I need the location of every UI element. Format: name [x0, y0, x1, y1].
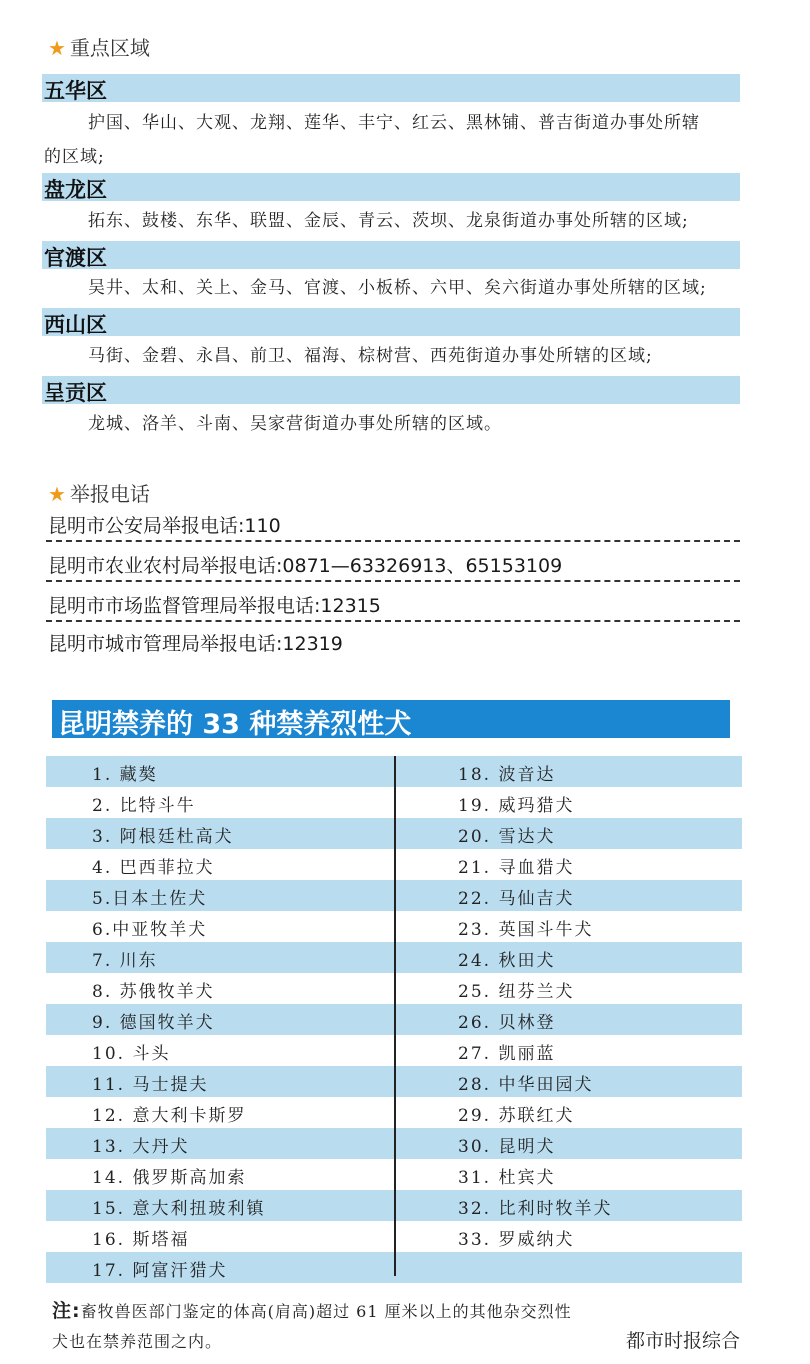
key-areas-title: ★ 重点区域	[48, 36, 150, 60]
hotlines-title: ★ 举报电话	[48, 482, 150, 506]
table-row: 9. 德国牧羊犬 26. 贝林登	[46, 1004, 742, 1035]
district-bar	[42, 173, 740, 201]
district-bar	[42, 308, 740, 336]
table-row: 3. 阿根廷杜高犬 20. 雪达犬	[46, 818, 742, 849]
table-row: 16. 斯塔福 33. 罗威纳犬	[92, 1230, 575, 1250]
district-text: 拓东、鼓楼、东华、联盟、金辰、青云、茨坝、龙泉街道办事处所辖的区域;	[88, 211, 689, 231]
district-bar	[42, 74, 740, 102]
district-text: 龙城、洛羊、斗南、吴家营街道办事处所辖的区域。	[88, 414, 502, 434]
table-row: 7. 川东 24. 秋田犬	[46, 942, 742, 973]
district-bar	[42, 241, 740, 269]
star-icon: ★	[48, 36, 66, 60]
table-row: 14. 俄罗斯高加索 31. 杜宾犬	[92, 1168, 556, 1188]
district-text: 吴井、太和、关上、金马、官渡、小板桥、六甲、矣六街道办事处所辖的区域;	[88, 278, 707, 298]
table-row: 15. 意大利扭玻利镇 32. 比利时牧羊犬	[46, 1190, 742, 1221]
district-name: 西山区	[44, 313, 107, 337]
dogs-banner	[52, 700, 730, 738]
table-row: 5.日本土佐犬 22. 马仙吉犬	[46, 880, 742, 911]
footnote: 注:畜牧兽医部门鉴定的体高(肩高)超过 61 厘米以上的其他杂交烈性 犬也在禁养范围之内。	[52, 1300, 572, 1351]
star-icon: ★	[48, 482, 66, 506]
table-row: 10. 斗头 27. 凯丽蓝	[92, 1044, 556, 1064]
district-text: 马街、金碧、永昌、前卫、福海、棕树营、西苑街道办事处所辖的区域;	[88, 346, 653, 366]
district-name: 官渡区	[44, 246, 107, 270]
table-row: 4. 巴西菲拉犬 21. 寻血猎犬	[92, 858, 575, 878]
divider	[46, 620, 740, 622]
table-row: 11. 马士提夫 28. 中华田园犬	[46, 1066, 742, 1097]
column-divider	[394, 756, 396, 1276]
table-row: 1. 藏獒 18. 波音达	[46, 756, 742, 787]
table-row: 6.中亚牧羊犬 23. 英国斗牛犬	[92, 920, 594, 940]
divider	[46, 580, 740, 582]
hotline-item: 昆明市农业农村局举报电话:0871—63326913、65153109	[48, 555, 563, 577]
table-row: 13. 大丹犬 30. 昆明犬	[46, 1128, 742, 1159]
table-row: 2. 比特斗牛 19. 威玛猎犬	[92, 796, 575, 816]
district-name: 呈贡区	[44, 381, 107, 405]
banner-title: 昆明禁养的 33 种禁养烈性犬	[58, 709, 412, 740]
divider	[46, 540, 740, 542]
table-row: 8. 苏俄牧羊犬 25. 纽芬兰犬	[92, 982, 575, 1002]
district-bar	[42, 376, 740, 404]
district-name: 五华区	[44, 79, 107, 103]
district-text: 护国、华山、大观、龙翔、莲华、丰宁、红云、黑林铺、普吉街道办事处所辖 的区域;	[44, 113, 700, 167]
hotline-item: 昆明市城市管理局举报电话:12319	[48, 633, 343, 655]
district-name: 盘龙区	[44, 178, 107, 202]
table-row: 17. 阿富汗猎犬	[46, 1252, 742, 1283]
table-row: 12. 意大利卡斯罗 29. 苏联红犬	[92, 1106, 575, 1126]
hotline-item: 昆明市市场监督管理局举报电话:12315	[48, 595, 381, 617]
note-label: 注:	[52, 1300, 81, 1322]
source-credit: 都市时报综合	[625, 1330, 740, 1352]
hotline-item: 昆明市公安局举报电话:110	[48, 515, 281, 537]
